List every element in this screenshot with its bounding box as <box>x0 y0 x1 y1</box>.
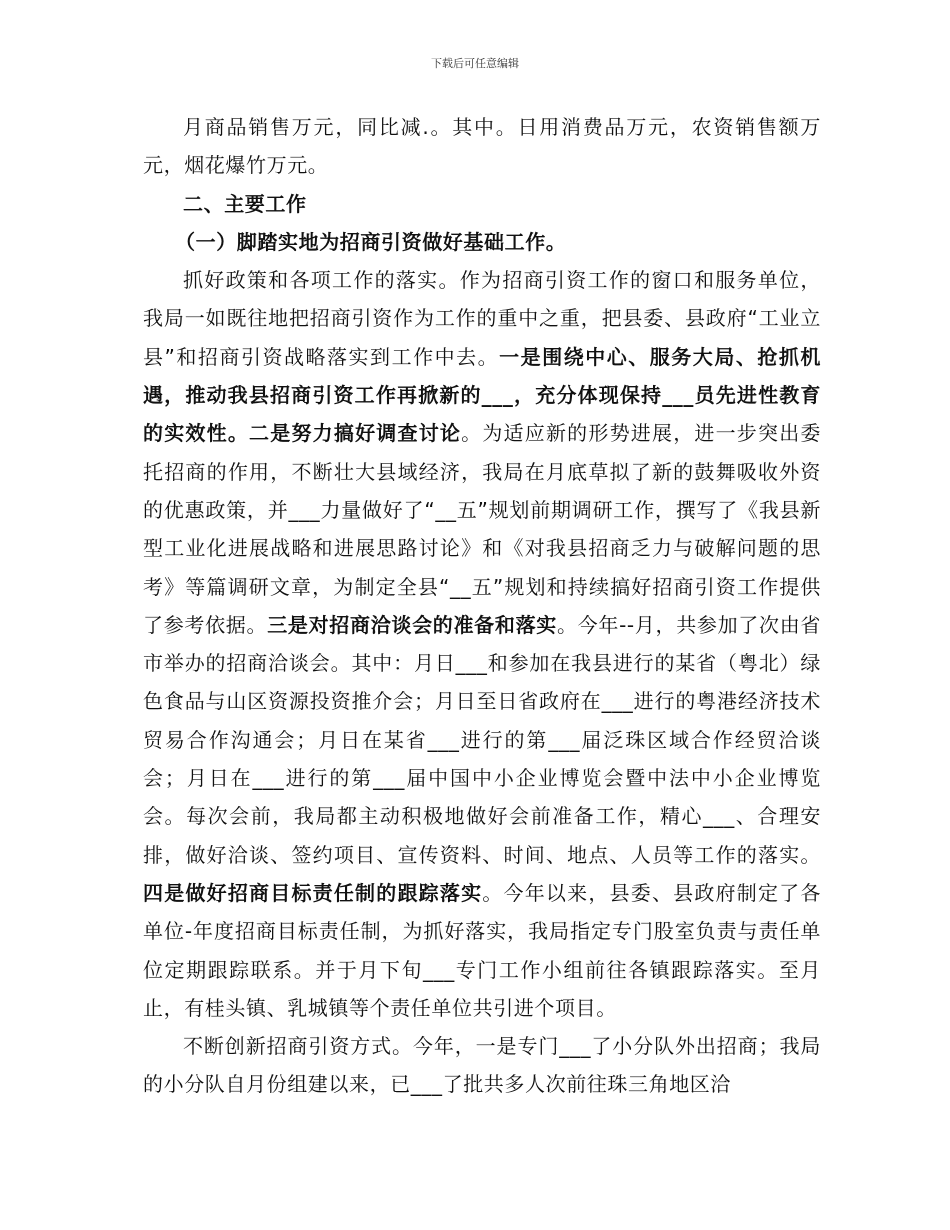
subheading: （一）脚踏实地为招商引资做好基础工作。 <box>175 229 567 254</box>
intro-paragraph: 月商品销售万元，同比减.。其中。日用消费品万元，农资销售额万元，烟花爆竹万元。 <box>143 115 821 178</box>
paragraph-1 <box>143 261 821 1027</box>
p1-bold-4: 四是做好招商目标责任制的跟踪落实 <box>143 880 483 905</box>
p1-text-4: 。今年以来，县委、县政府制定了各单位-年度招商目标责任制，为抓好落实，我局指定专门股室负责与责任单位定期跟踪联系。并于月下旬___专门工作小组前往各镇跟踪落实。至月止，有桂头镇、乳城镇等个责任单位共引进个项目。 <box>143 880 821 1020</box>
p1-bold-2: 二是努力搞好调查讨论 <box>249 421 462 446</box>
p1-text-2: 。为适应新的形势进展，进一步突出委托招商的作用，不断壮大县域经济，我局在月底草拟了新的鼓舞吸收外资的优惠政策，并___力量做好了“__五”规划前期调研工作，撰写了《我县新型工业化进展战略和进展思路讨论》和《对我县招商乏力与破解问题的思考》等篇调研文章，为制定全县“__五”规划和持续搞好招商引资工作提供了参考依据。 <box>143 421 822 637</box>
p1-text-1: 抓好政策和各项工作的落实。作为招商引资工作的窗口和服务单位，我局一如既往地把招商引资作为工作的重中之重，把县委、县政府“工业立县”和招商引资战略落实到工作中去。 <box>143 268 821 369</box>
p1-bold-1: 一是围绕中心、服务大局、抢抓机遇，推动我县招商引资工作再掀新的___，充分体现保持___员先进性教育的实效性。 <box>143 344 821 446</box>
page-header: 下载后可任意编辑 <box>431 57 519 70</box>
p1-bold-3: 三是对招商洽谈会的准备和落实 <box>267 612 557 637</box>
document-body <box>143 108 821 1104</box>
p1-text-3: 。今年--月，共参加了次由省市举办的招商洽谈会。其中：月日___和参加在我县进行的某省（粤北）绿色食品与山区资源投资推介会；月日至日省政府在___进行的粤港经济技术贸易合作沟通会；月日在某省___进行的第___届泛珠区域合作经贸洽谈会；月日在___进行的第___届中国中小企业博览会暨中法中小企业博览会。每次会前，我局都主动积极地做好会前准备工作，精心___、合理安排，做好洽谈、签约项目、宣传资料、时间、地点、人员等工作的落实。 <box>143 612 821 867</box>
paragraph-2: 不断创新招商引资方式。今年，一是专门___了小分队外出招商；我局的小分队自月份组建以来，已___了批共多人次前往珠三角地区洽 <box>143 1034 821 1097</box>
section-heading: 二、主要工作 <box>183 191 307 216</box>
